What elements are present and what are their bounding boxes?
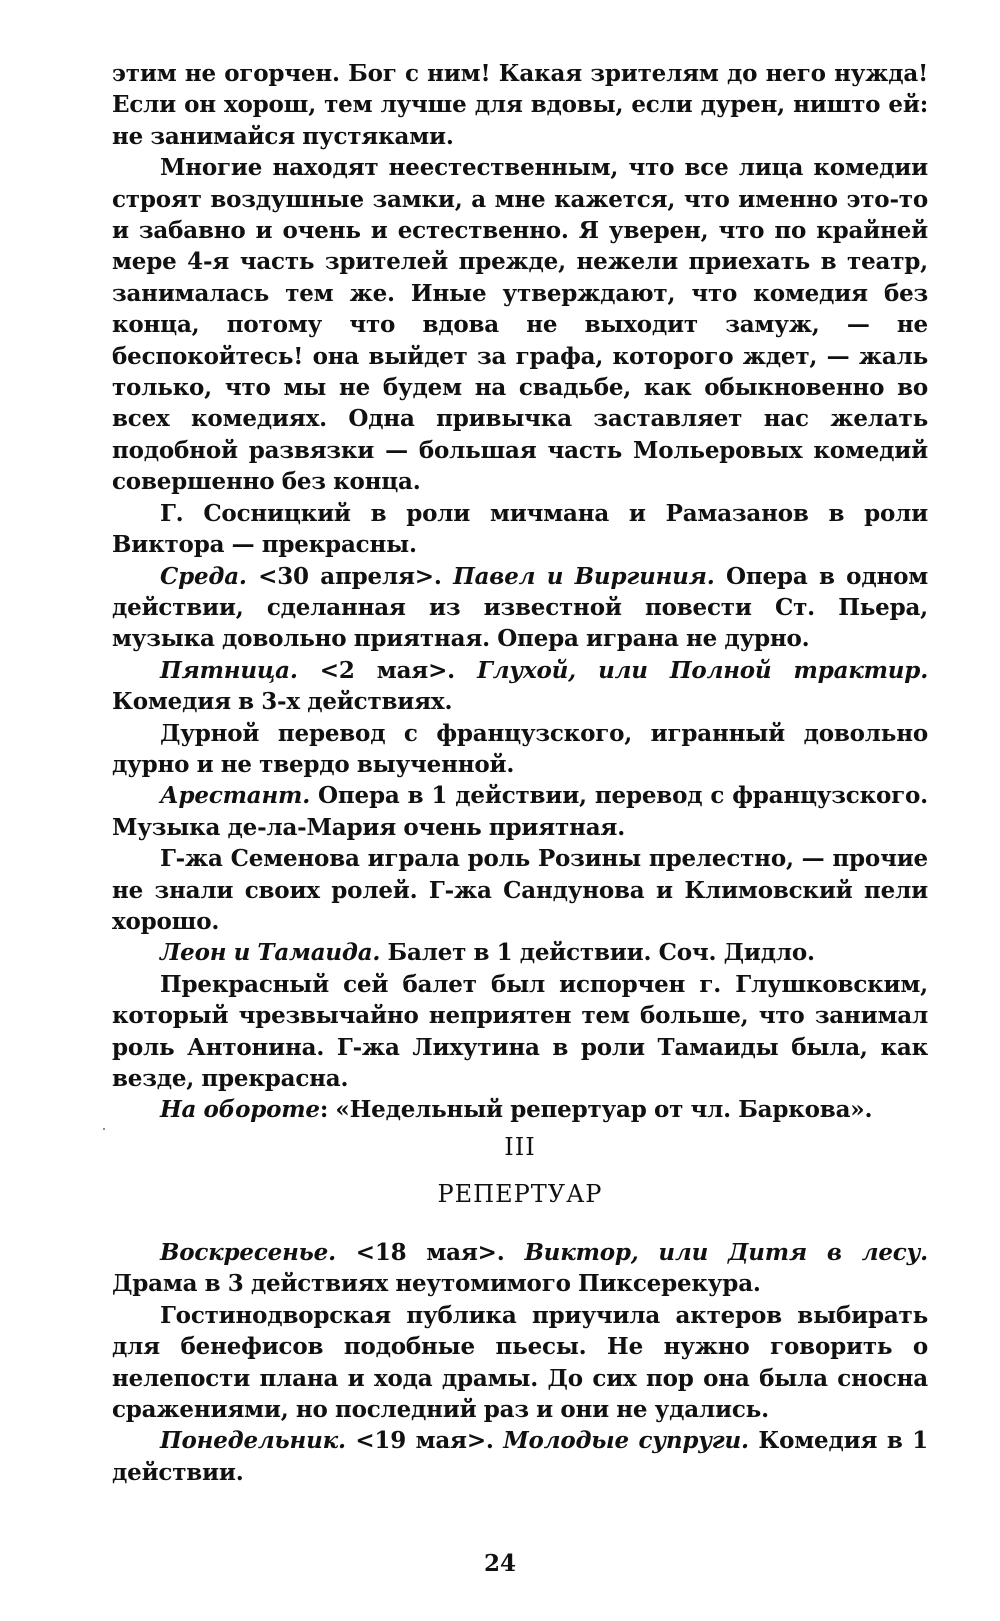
date: <2 мая>. bbox=[297, 656, 478, 684]
paragraph: Гостинодворская публика приучила актеров выбирать для бенефисов подобные пьесы. Не нужно говорить о нелепости плана и хода драмы. До сих пор она была сносна сражениями, но последний раз и они не удались. bbox=[112, 1301, 928, 1424]
paragraph: Прекрасный сей балет был испорчен г. Глушковским, который чрезвычайно неприятен тем больше, что занимал роль Антонина. Г-жа Лихутина в роли Тамаиды была, как везде, прекрасна. bbox=[112, 970, 928, 1092]
date: <30 апреля>. bbox=[246, 562, 454, 590]
section-title: РЕПЕРТУАР bbox=[437, 1180, 603, 1208]
entry-text: Опера в 1 действии, перевод с французского. Музыка де-ла-Мария очень приятная. bbox=[112, 782, 928, 841]
text-block-top bbox=[112, 58, 928, 1126]
paragraph: Г. Сосницкий в роли мичмана и Рамазанов в роли Виктора — прекрасны. bbox=[112, 499, 928, 559]
repertoire-entry bbox=[112, 1237, 928, 1300]
weekday: Среда. bbox=[160, 562, 247, 590]
entry-text: Балет в 1 действии. Соч. Дидло. bbox=[380, 939, 815, 967]
note bbox=[112, 1094, 928, 1125]
entry-text: Драма в 3 действиях неутомимого Пиксерекура. bbox=[112, 1270, 761, 1298]
print-speck bbox=[103, 1128, 105, 1130]
repertoire-entry bbox=[112, 655, 928, 718]
entry-text: Опера в одном действии, сделанная из известной повести Ст. Пьера, музыка довольно приятная. Опера играна не дурно. bbox=[112, 562, 929, 653]
paragraph: Многие находят неестественным, что все лица комедии строят воздушные замки, а мне кажется, что именно это-то и забавно и очень и естественно. Я уверен, что по крайней мере 4-я часть зрителей прежде, нежели приехать в театр, занималась тем же. Иные утверждают, что комедия без конца, потому что вдова не выходит замуж, — не беспокойтесь! она выйдет за графа, которого ждет, — жаль только, что мы не будем на свадьбе, как обыкновенно во всех комедиях. Одна привычка заставляет нас желать подобной развязки — большая часть Мольеровых комедий совершенно без конца. bbox=[112, 154, 928, 496]
play-title: Молодые супруги. bbox=[503, 1427, 749, 1455]
play-title: Арестант. bbox=[160, 782, 311, 810]
repertoire-entry bbox=[112, 937, 928, 968]
play-title: Леон и Тамаида. bbox=[160, 939, 381, 967]
entry-text: Комедия в 1 действии. bbox=[112, 1427, 928, 1486]
play-title: Виктор, или Дитя в лесу. bbox=[524, 1239, 928, 1266]
paragraph: Г-жа Семенова играла роль Розины прелестно, — прочие не знали своих ролей. Г-жа Сандунова и Климовский пели хорошо. bbox=[112, 845, 928, 935]
date: <19 мая>. bbox=[345, 1427, 504, 1455]
section-number: III bbox=[504, 1133, 536, 1161]
repertoire-entry bbox=[112, 561, 928, 655]
weekday: Пятница. bbox=[160, 656, 298, 684]
repertoire-entry bbox=[112, 1425, 928, 1488]
weekday: Воскресенье. bbox=[160, 1239, 336, 1266]
play-title: Глухой, или Полной трактир. bbox=[477, 656, 928, 684]
note-text: : «Недельный репертуар от чл. Баркова». bbox=[319, 1096, 873, 1124]
paragraph: Дурной перевод с французского, игранный довольно дурно и не твердо выученной. bbox=[112, 719, 928, 778]
entry-text: Комедия в 3-х действиях. bbox=[112, 688, 453, 716]
text-block-bottom bbox=[112, 1237, 928, 1488]
page-number: 24 bbox=[483, 1550, 516, 1577]
paragraph: этим не огорчен. Бог с ним! Какая зрителям до него нужда! Если он хорош, тем лучше для вдовы, если дурен, ништо ей: не занимайся пустяками. bbox=[112, 60, 928, 150]
repertoire-entry bbox=[112, 780, 928, 843]
date: <18 мая>. bbox=[335, 1239, 525, 1266]
note-label: На обороте bbox=[160, 1096, 320, 1124]
play-title: Павел и Виргиния. bbox=[453, 562, 715, 590]
weekday: Понедельник. bbox=[160, 1427, 346, 1455]
